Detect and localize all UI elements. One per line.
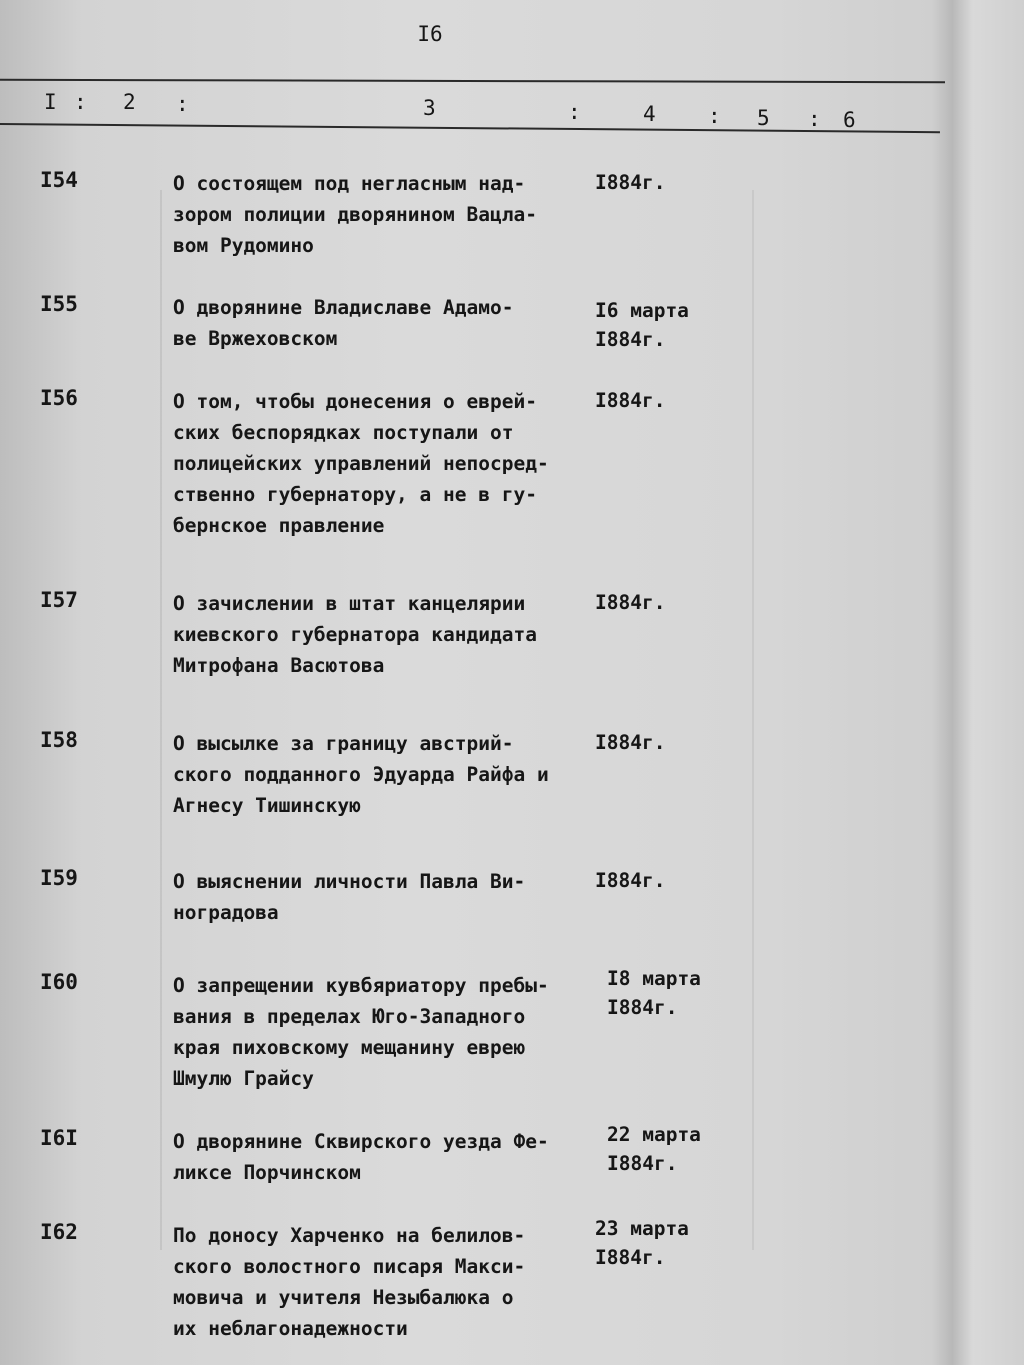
title-line: Агнесу Тишинскую <box>173 794 361 817</box>
title-line: О дворянине Сквирского уезда Фе- <box>173 1130 549 1153</box>
column-header: 5 <box>757 106 770 130</box>
file-date <box>595 296 689 354</box>
date-line: I884г. <box>595 171 666 194</box>
file-title <box>173 588 603 681</box>
file-number: I54 <box>40 168 78 192</box>
title-line: О зачислении в штат канцелярии <box>173 592 526 615</box>
title-line: О запрещении кувбяриатору пребы- <box>173 974 549 997</box>
file-number: I59 <box>40 866 78 890</box>
file-number: I56 <box>40 386 78 410</box>
title-line: О высылке за границу австрий- <box>173 732 514 755</box>
title-line: О выяснении личности Павла Ви- <box>173 870 526 893</box>
column-header: 3 <box>423 96 436 120</box>
column-header: 2 <box>123 90 136 114</box>
date-line: 22 марта <box>607 1123 701 1146</box>
file-title <box>173 1126 603 1188</box>
file-title <box>173 866 603 928</box>
file-title <box>173 728 603 821</box>
file-title <box>173 292 603 354</box>
title-line: О дворянине Владиславе Адамо- <box>173 296 514 319</box>
title-line: ственно губернатору, а не в гу- <box>173 483 537 506</box>
column-separator: : <box>708 104 721 128</box>
column-header: 4 <box>643 102 656 126</box>
date-line: I884г. <box>607 996 678 1019</box>
date-line: I884г. <box>595 389 666 412</box>
title-line: О том, чтобы донесения о еврей- <box>173 390 537 413</box>
title-line: вом Рудомино <box>173 234 314 257</box>
file-title <box>173 386 603 541</box>
page-number: I6 <box>417 22 443 46</box>
title-line: киевского губернатора кандидата <box>173 623 537 646</box>
file-number: I57 <box>40 588 78 612</box>
title-line: Митрофана Васютова <box>173 654 385 677</box>
file-date <box>595 728 665 757</box>
title-line: ского волостного писаря Макси- <box>173 1255 526 1278</box>
date-line: I884г. <box>595 591 666 614</box>
column-header: 6 <box>843 108 856 132</box>
title-line: вания в пределах Юго-Западного <box>173 1005 526 1028</box>
title-line: ликсе Порчинском <box>173 1161 361 1184</box>
file-date <box>595 168 665 197</box>
column-separator: : <box>808 107 821 131</box>
date-line: I884г. <box>607 1152 678 1175</box>
header-bottom-rule <box>0 123 940 133</box>
date-line: I6 марта <box>595 299 689 322</box>
file-date <box>607 964 701 1022</box>
title-line: По доносу Харченко на белилов- <box>173 1224 526 1247</box>
file-date <box>595 1214 689 1272</box>
date-line: I884г. <box>595 731 666 754</box>
column-separator: : <box>74 90 87 114</box>
title-line: ских беспорядках поступали от <box>173 421 514 444</box>
file-number: I6I <box>40 1126 78 1150</box>
column-header: I <box>44 90 57 114</box>
title-line: края пиховскому мещанину еврею <box>173 1036 526 1059</box>
title-line: их неблагонадежности <box>173 1317 408 1340</box>
column-separator: : <box>568 100 581 124</box>
file-number: I55 <box>40 292 78 316</box>
date-line: I884г. <box>595 328 666 351</box>
title-line: ноградова <box>173 901 279 924</box>
file-date <box>595 866 665 895</box>
title-line: ского подданного Эдуарда Райфа и <box>173 763 549 786</box>
file-number: I60 <box>40 970 78 994</box>
file-title <box>173 168 603 261</box>
date-line: 23 марта <box>595 1217 689 1240</box>
title-line: мовича и учителя Незыбалюка о <box>173 1286 514 1309</box>
file-number: I58 <box>40 728 78 752</box>
title-line: бернское правление <box>173 514 385 537</box>
date-line: I884г. <box>595 1246 666 1269</box>
file-date <box>595 588 665 617</box>
file-title <box>173 970 603 1094</box>
file-date <box>595 386 665 415</box>
title-line: Шмулю Грайсу <box>173 1067 314 1090</box>
title-line: ве Вржеховском <box>173 327 338 350</box>
column-separator: : <box>176 92 189 116</box>
header-top-rule <box>0 79 945 83</box>
file-title <box>173 1220 603 1344</box>
title-line: зором полиции дворянином Вацла- <box>173 203 537 226</box>
file-number: I62 <box>40 1220 78 1244</box>
file-date <box>607 1120 701 1178</box>
title-line: полицейских управлений непосред- <box>173 452 549 475</box>
title-line: О состоящем под негласным над- <box>173 172 526 195</box>
date-line: I8 марта <box>607 967 701 990</box>
date-line: I884г. <box>595 869 666 892</box>
